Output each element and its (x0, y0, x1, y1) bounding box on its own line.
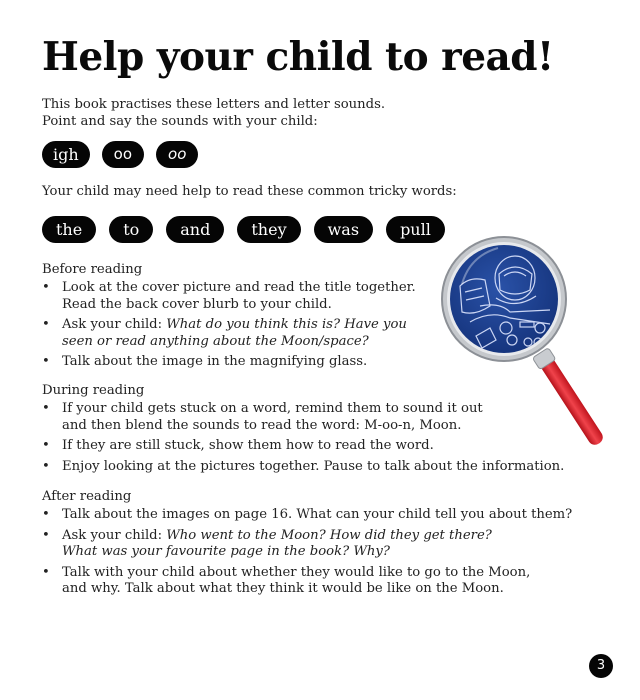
list-item (42, 507, 572, 524)
list-item-text: and then blend the sounds to read the word: M-oo-n, Moon. (62, 417, 462, 433)
bullet-list (42, 507, 572, 598)
bullet-icon: • (42, 317, 50, 332)
list-item (42, 528, 572, 561)
tricky-words-intro: Your child may need help to read these common tricky words: (42, 184, 457, 199)
tricky-word-pill: to (109, 216, 153, 243)
list-item (42, 317, 416, 350)
intro-line: This book practises these letters and letter sounds. (42, 97, 386, 112)
page-title: Help your child to read! (42, 34, 554, 80)
letter-sound-pill: oo (102, 141, 144, 168)
section-heading: After reading (42, 489, 132, 504)
magnifying-glass-illustration (440, 236, 630, 466)
list-item-text: Look at the cover picture and read the title together. (62, 280, 416, 295)
bullet-list (42, 280, 416, 371)
list-item (42, 354, 416, 371)
letter-sound-pill: oo (156, 141, 198, 168)
bullet-icon: • (42, 564, 50, 580)
bullet-icon: • (42, 354, 50, 369)
list-item-text (62, 528, 572, 545)
list-item-italic-text: What do you think this is? Have you (166, 317, 407, 332)
before-reading-section (42, 260, 416, 375)
list-item-italic-text: Who went to the Moon? How did they get there? (166, 527, 492, 543)
bullet-icon: • (42, 438, 50, 453)
list-item-prefix: Ask your child: (62, 527, 167, 543)
tricky-word-pill: they (237, 216, 300, 243)
bullet-icon: • (42, 280, 50, 295)
after-reading-section (42, 487, 572, 602)
list-item-italic-text: What was your favourite page in the book? Why? (62, 544, 390, 559)
list-item-text: Read the back cover blurb to your child. (62, 296, 332, 312)
bullet-icon: • (42, 401, 50, 416)
list-item (42, 565, 572, 598)
list-item (42, 280, 416, 313)
bullet-icon: • (42, 527, 50, 543)
tricky-word-pill: pull (386, 216, 445, 243)
tricky-word-pill: and (166, 216, 224, 243)
bullet-icon: • (42, 507, 50, 522)
letter-sounds-intro (42, 96, 385, 130)
list-item-italic-text: seen or read anything about the Moon/space? (62, 333, 369, 349)
list-item-text: If your child gets stuck on a word, remind them to sound it out (62, 401, 483, 416)
intro-line: Point and say the sounds with your child: (42, 114, 318, 129)
letter-sounds-list (42, 141, 198, 168)
list-item-text: If they are still stuck, show them how to read the word. (62, 438, 434, 453)
list-item-text: Talk with your child about whether they would like to go to the Moon, (62, 564, 531, 580)
astronaut-magnifier-icon (440, 236, 630, 466)
tricky-words-list (42, 216, 445, 243)
list-item-text: Talk about the image in the magnifying glass. (62, 354, 368, 369)
tricky-word-pill: the (42, 216, 96, 243)
bullet-icon: • (42, 458, 50, 474)
section-heading: During reading (42, 383, 145, 398)
list-item-text: Talk about the images on page 16. What can your child tell you about them? (62, 507, 573, 522)
letter-sound-pill: igh (42, 141, 90, 168)
section-heading: Before reading (42, 262, 143, 277)
list-item-prefix: Ask your child: (62, 317, 167, 332)
page-number-badge: 3 (589, 654, 613, 678)
list-item-text: Enjoy looking at the pictures together. Pause to talk about the information. (62, 458, 565, 474)
list-item-text: and why. Talk about what they think it would be like on the Moon. (62, 581, 504, 596)
list-item-text (62, 317, 416, 334)
tricky-word-pill: was (314, 216, 373, 243)
